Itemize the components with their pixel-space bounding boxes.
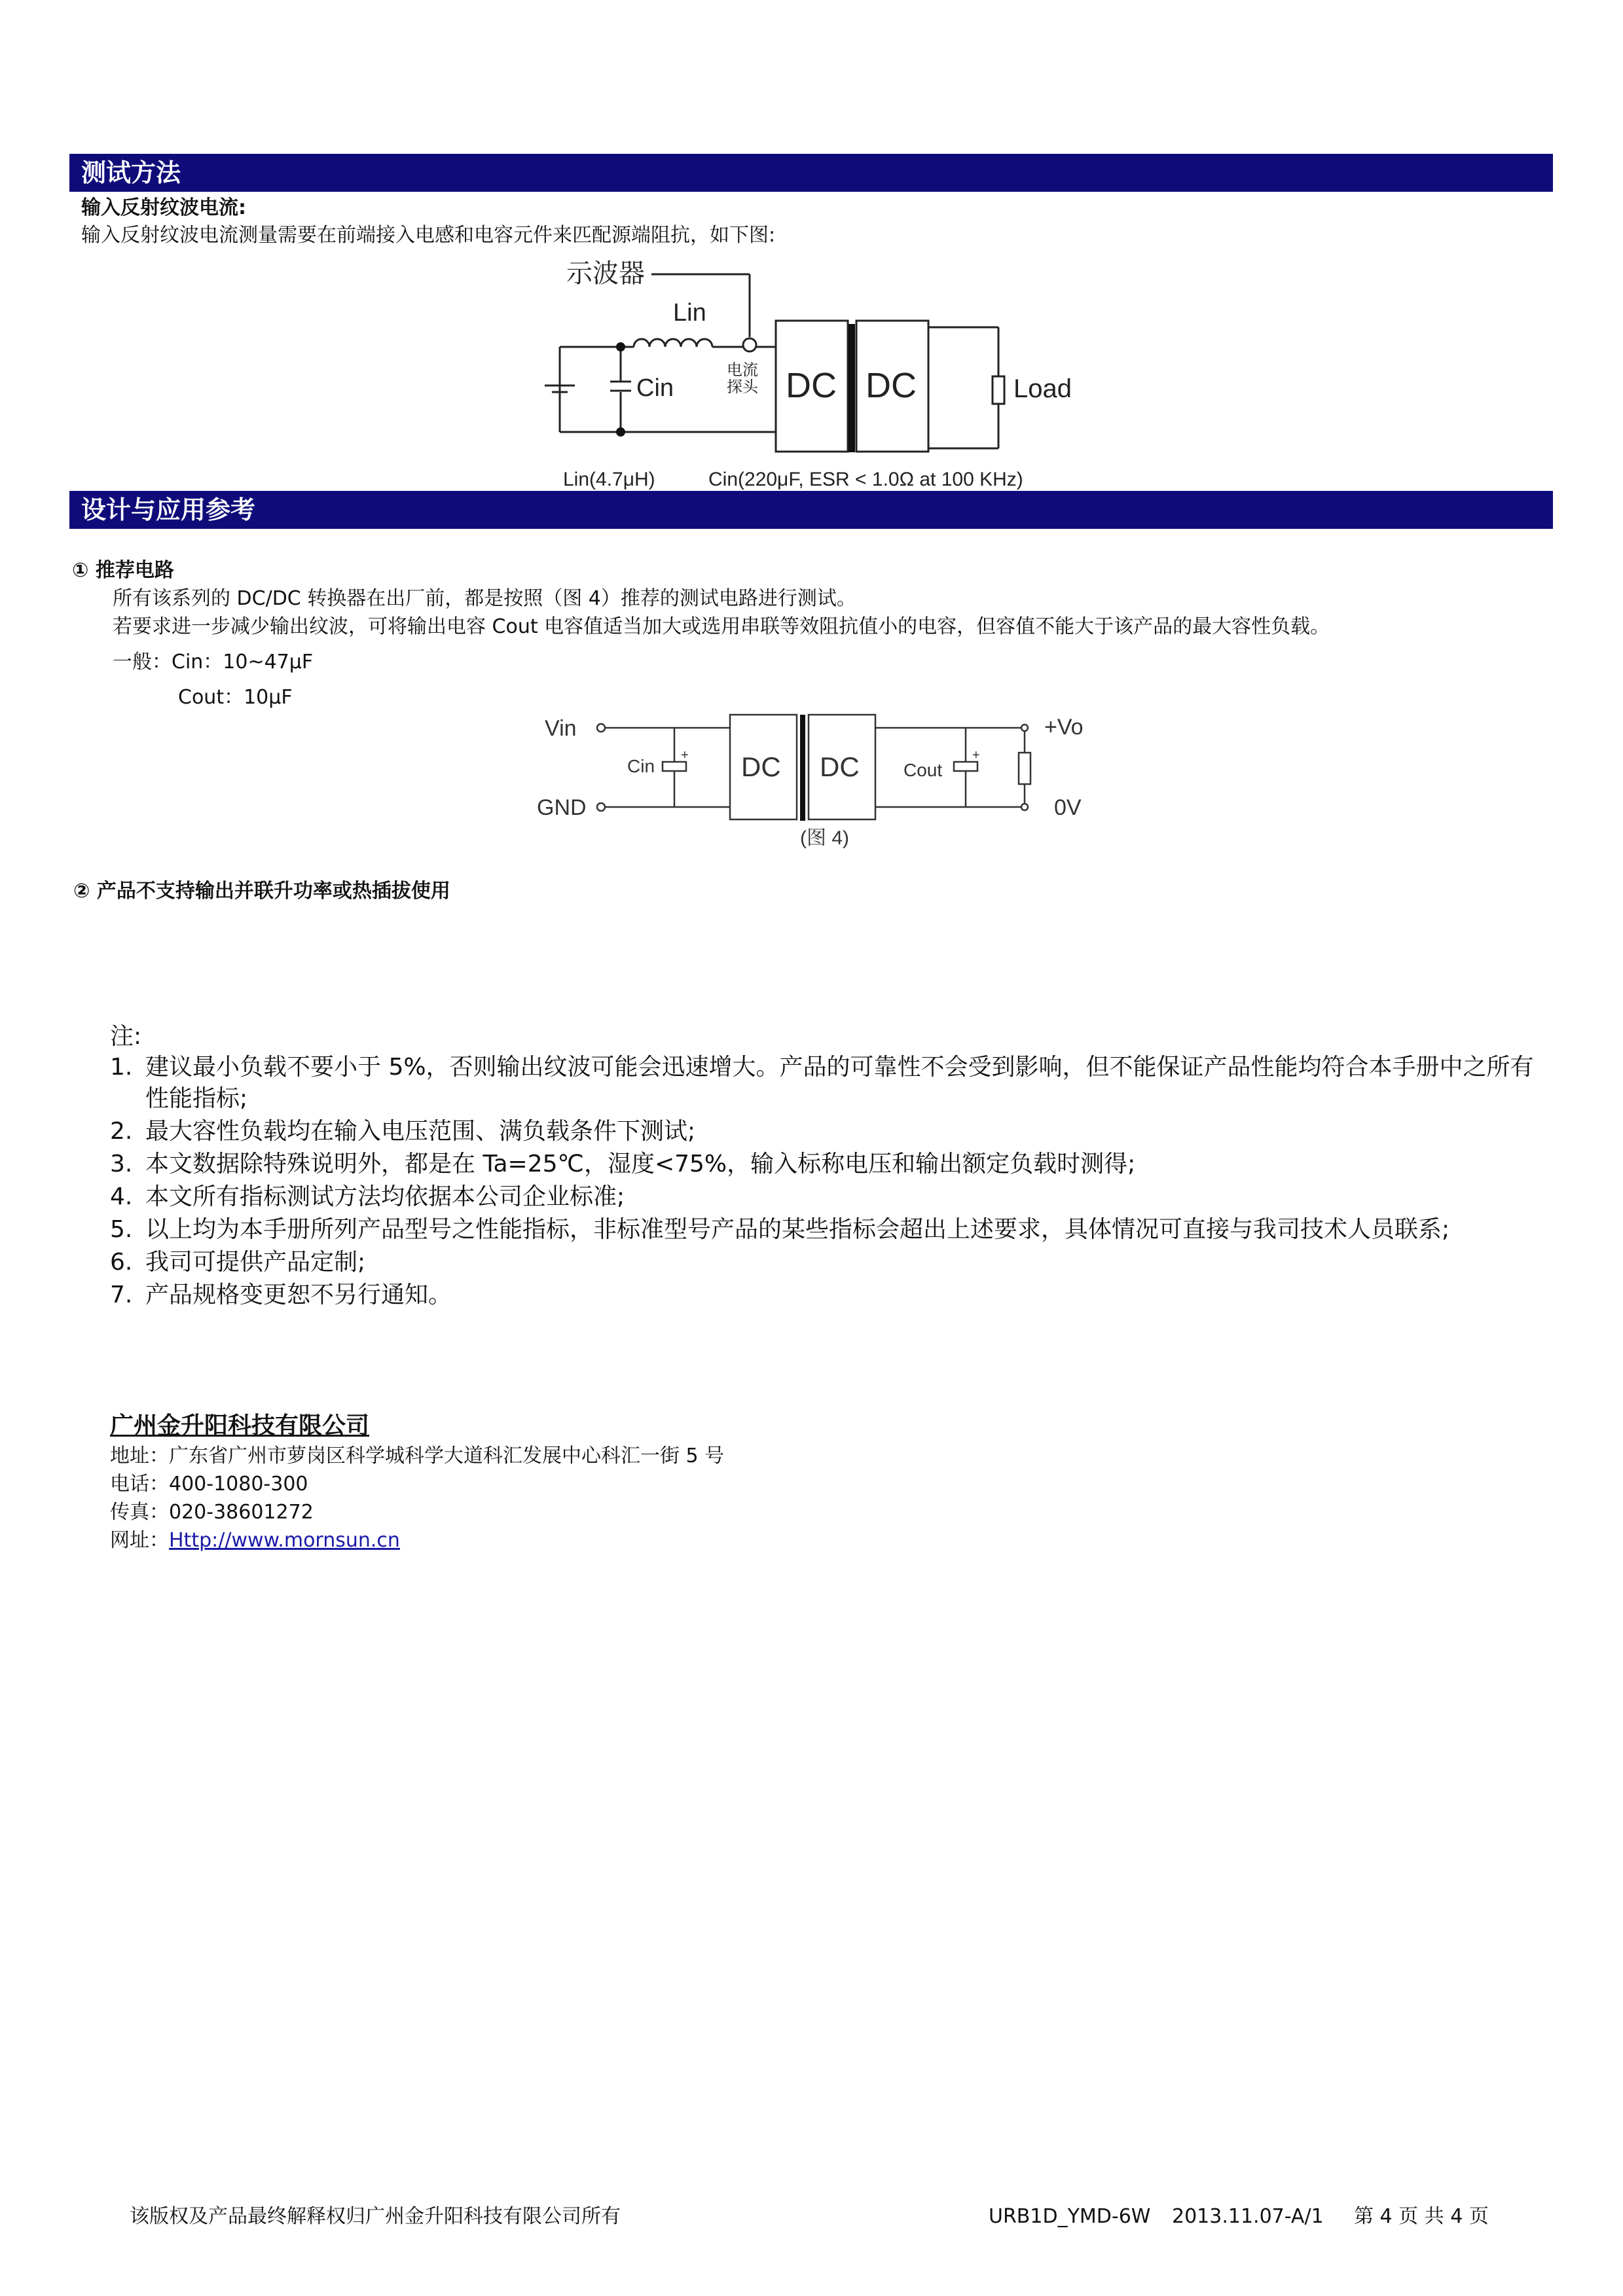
company-website-row: 网址：Http://www.mornsun.cn <box>110 1529 400 1552</box>
ov-terminal-label: 0V <box>1054 795 1082 820</box>
company-name: 广州金升阳科技有限公司 <box>110 1412 370 1439</box>
no-parallel-note-title: ② 产品不支持输出并联升功率或热插拔使用 <box>73 880 450 903</box>
gnd-terminal-label: GND <box>537 795 587 820</box>
fig4-dc-output: DC <box>820 751 860 782</box>
vin-terminal-label: Vin <box>545 716 577 741</box>
note-item: 1. 建议最小负载不要小于 5%，否则输出纹波可能会迅速增大。产品的可靠性不会受到影响，但不能保证产品性能均符合本手册中之所有性能指标; <box>110 1054 1534 1112</box>
company-phone: 电话：400-1080-300 <box>110 1473 308 1496</box>
note-item: 7. 产品规格变更恕不另行通知。 <box>110 1282 452 1308</box>
ripple-subtitle: 输入反射纹波电流: <box>81 196 246 219</box>
vo-terminal-label: +Vo <box>1044 715 1084 740</box>
svg-text:+: + <box>681 748 689 762</box>
section-header-test-method: 测试方法 <box>69 154 1553 192</box>
cin-caption: Cin(220μF, ESR < 1.0Ω at 100 KHz) <box>708 469 1023 490</box>
ripple-test-circuit-diagram <box>524 252 1113 494</box>
general-cin-value: 一般：Cin：10~47μF <box>113 651 314 673</box>
probe-label-line2: 探头 <box>727 378 758 396</box>
section-header-design-reference: 设计与应用参考 <box>69 491 1553 529</box>
company-website-link[interactable]: Http://www.mornsun.cn <box>169 1529 400 1552</box>
ripple-description: 输入反射纹波电流测量需要在前端接入电感和电容元件来匹配源端阻抗，如下图: <box>81 224 776 247</box>
note-item: 2. 最大容性负载均在输入电压范围、满负载条件下测试; <box>110 1118 696 1145</box>
general-cout-value: Cout：10μF <box>178 686 293 709</box>
dc-block-output: DC <box>866 366 917 405</box>
fig4-recommended-circuit <box>537 707 1106 857</box>
note-item: 3. 本文数据除特殊说明外，都是在 Ta=25℃，湿度<75%，输入标称电压和输出额定负载时测得; <box>110 1151 1136 1177</box>
recommended-circuit-line2: 若要求进一步减少输出纹波，可将输出电容 Cout 电容值适当加大或选用串联等效阻抗值小的电容，但容值不能大于该产品的最大容性负载。 <box>113 615 1330 638</box>
cin-label: Cin <box>636 374 674 402</box>
dc-block-input: DC <box>786 366 837 405</box>
oscilloscope-label: 示波器 <box>566 259 645 288</box>
probe-label-line1: 电流 <box>727 361 758 379</box>
notes-list <box>110 1052 1557 1312</box>
svg-text:+: + <box>972 748 980 762</box>
lin-caption: Lin(4.7μH) <box>563 469 655 490</box>
company-address: 地址：广东省广州市萝岗区科学城科学大道科汇发展中心科汇一街 5 号 <box>110 1444 725 1467</box>
company-fax: 传真：020-38601272 <box>110 1501 314 1524</box>
note-item: 5. 以上均为本手册所列产品型号之性能指标，非标准型号产品的某些指标会超出上述要求，具体情况可直接与我司技术人员联系; <box>110 1216 1450 1243</box>
notes-heading: 注: <box>110 1023 142 1050</box>
recommended-circuit-title: ① 推荐电路 <box>72 559 174 582</box>
footer-copyright: 该版权及产品最终解释权归广州金升阳科技有限公司所有 <box>130 2205 621 2228</box>
note-item: 4. 本文所有指标测试方法均依据本公司企业标准; <box>110 1183 625 1210</box>
footer-page-number: 第 4 页 共 4 页 <box>1354 2205 1489 2228</box>
lin-label: Lin <box>673 299 706 327</box>
fig4-caption: (图 4) <box>800 827 849 849</box>
note-item: 6. 我司可提供产品定制; <box>110 1249 366 1276</box>
load-label: Load <box>1013 374 1072 403</box>
recommended-circuit-line1: 所有该系列的 DC/DC 转换器在出厂前，都是按照（图 4）推荐的测试电路进行测试。 <box>113 587 856 610</box>
footer-date: 2013.11.07-A/1 <box>1172 2205 1324 2228</box>
fig4-cout-label: Cout <box>903 760 943 780</box>
fig4-dc-input: DC <box>741 751 781 782</box>
footer-doc-id: URB1D_YMD-6W <box>989 2205 1151 2228</box>
fig4-cin-label: Cin <box>627 756 655 776</box>
